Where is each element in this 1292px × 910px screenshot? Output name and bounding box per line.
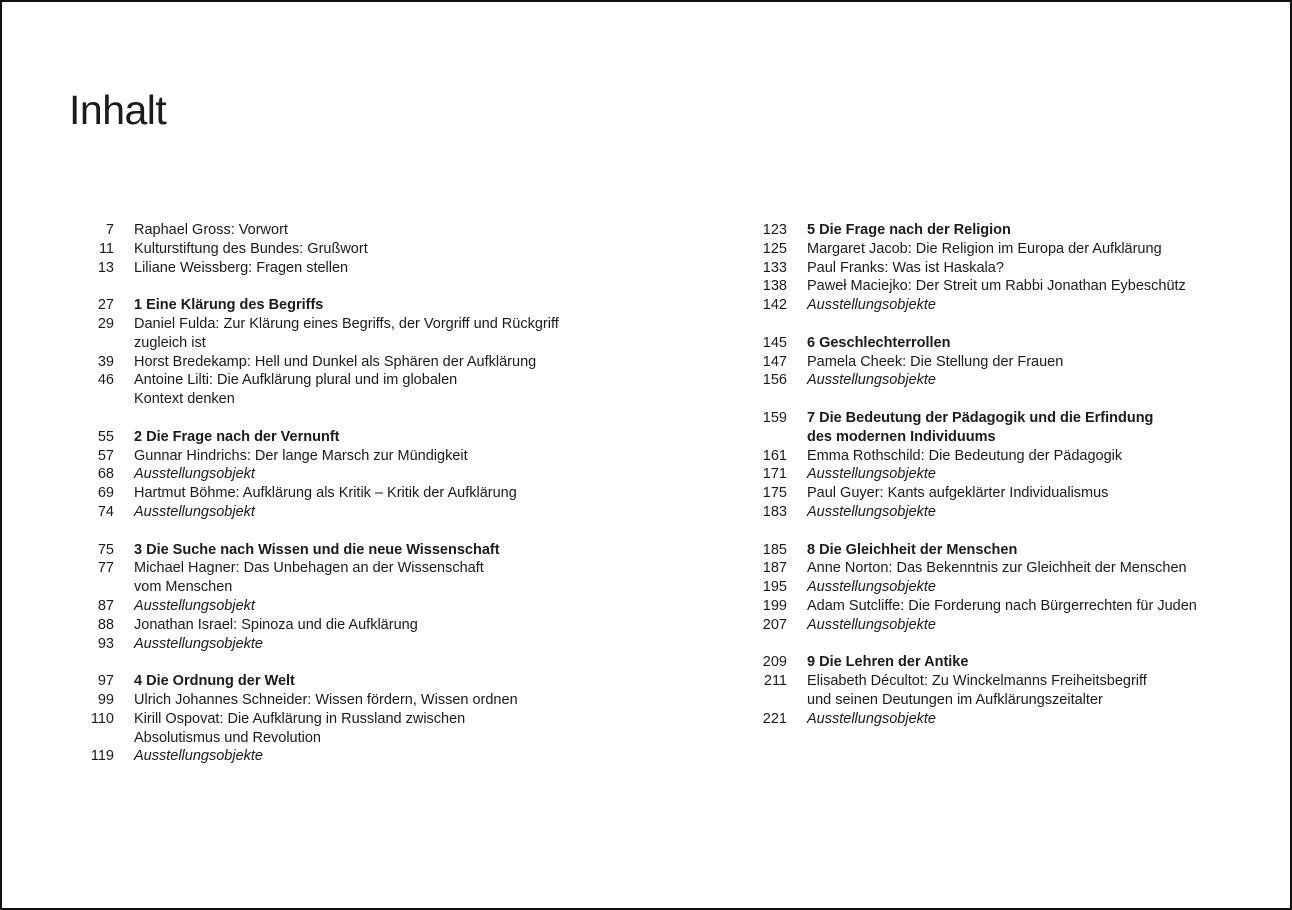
toc-entry-text (807, 240, 1162, 259)
toc-entry-line: Paul Guyer: Kants aufgeklärter Individualismus (807, 485, 1109, 502)
toc-entry-line: Ausstellungsobjekte (134, 635, 263, 652)
toc-entry-line: 1 Eine Klärung des Begriffs (134, 297, 324, 314)
toc-page-number: 77 (97, 560, 114, 577)
toc-page-number: 97 (97, 673, 114, 690)
toc-entry (739, 409, 1249, 447)
toc-entry (739, 653, 1249, 672)
toc-entry (66, 315, 676, 353)
toc-entry (739, 296, 1249, 315)
toc-entry-line: Raphael Gross: Vorwort (134, 222, 288, 238)
toc-entry-text (807, 465, 936, 484)
toc-page-number: 171 (762, 466, 787, 483)
toc-page-number: 74 (97, 503, 114, 520)
toc-entry-text (134, 747, 263, 766)
toc-entry (66, 710, 676, 748)
toc-entry-text (134, 296, 323, 315)
toc-entry-line: Hartmut Böhme: Aufklärung als Kritik – Kritik der Aufklärung (134, 485, 517, 502)
toc-page-number: 138 (762, 278, 787, 295)
toc-page-number: 27 (97, 297, 114, 314)
toc-entry (66, 597, 676, 616)
toc-entry-line: und seinen Deutungen im Aufklärungszeitalter (807, 691, 1103, 708)
toc-entry-text (807, 597, 1197, 616)
toc-page-number: 99 (97, 691, 114, 708)
toc-entry-text (134, 240, 368, 259)
toc-entry (66, 371, 676, 409)
toc-entry (66, 691, 676, 710)
toc-entry (739, 559, 1249, 578)
toc-entry-line: Paul Franks: Was ist Haskala? (807, 259, 1004, 276)
toc-entry-line: Anne Norton: Das Bekenntnis zur Gleichheit der Menschen (807, 560, 1187, 577)
toc-entry-text (807, 277, 1186, 296)
toc-entry (66, 672, 676, 691)
toc-entry-line: Ausstellungsobjekte (807, 372, 936, 389)
toc-page-number: 207 (762, 616, 787, 633)
toc-entry-line: Ausstellungsobjekt (134, 597, 255, 614)
toc-entry-line: Pamela Cheek: Die Stellung der Frauen (807, 353, 1064, 370)
toc-entry-text (134, 503, 255, 522)
toc-page-number: 175 (762, 485, 787, 502)
toc-page-number: 195 (762, 579, 787, 596)
toc-entry-line: 9 Die Lehren der Antike (807, 654, 969, 671)
toc-group (66, 428, 676, 522)
toc-page-number: 93 (97, 635, 114, 652)
toc-entry-line: Liliane Weissberg: Fragen stellen (134, 259, 349, 276)
toc-entry-text (807, 447, 1122, 466)
toc-entry (739, 616, 1249, 635)
toc-entry-line: Kontext denken (134, 391, 235, 408)
toc-page-number: 88 (97, 616, 114, 633)
toc-entry-text (134, 691, 518, 710)
toc-entry-text (807, 409, 1153, 447)
toc-page-number: 125 (762, 240, 787, 257)
toc-entry-line: Kirill Ospovat: Die Aufklärung in Russland zwischen (134, 710, 466, 727)
toc-entry-line: vom Menschen (134, 579, 233, 596)
toc-page-number: 119 (90, 748, 114, 765)
toc-entry (66, 503, 676, 522)
toc-entry-line: zugleich ist (134, 334, 206, 351)
toc-entry-line: 4 Die Ordnung der Welt (134, 673, 295, 690)
toc-group (66, 541, 676, 654)
toc-entry (66, 240, 676, 259)
toc-page-number: 185 (762, 541, 787, 558)
toc-entry-line: Ausstellungsobjekte (807, 616, 936, 633)
toc-entry-line: Ulrich Johannes Schneider: Wissen fördern, Wissen ordnen (134, 691, 518, 708)
toc-entry-line: Ausstellungsobjekte (807, 466, 936, 483)
toc-entry-text (134, 428, 339, 447)
toc-entry-line: Antoine Lilti: Die Aufklärung plural und im globalen (134, 372, 458, 389)
toc-page-number: 142 (762, 297, 787, 314)
toc-entry-text (134, 221, 288, 240)
toc-entry-text (807, 353, 1063, 372)
toc-entry (66, 353, 676, 372)
toc-entry-line: 7 Die Bedeutung der Pädagogik und die Erfindung (807, 409, 1154, 426)
toc-entry (739, 371, 1249, 390)
toc-entry (66, 541, 676, 560)
toc-entry-line: Margaret Jacob: Die Religion im Europa der Aufklärung (807, 240, 1162, 257)
toc-entry-text (134, 672, 295, 691)
toc-entry-line: Ausstellungsobjekte (134, 748, 263, 765)
toc-page-number: 11 (98, 240, 114, 257)
toc-group (66, 221, 676, 277)
toc-page-number: 211 (763, 673, 787, 690)
toc-entry (66, 616, 676, 635)
toc-page-number: 87 (97, 597, 114, 614)
toc-entry-line: Michael Hagner: Das Unbehagen an der Wissenschaft (134, 560, 484, 577)
toc-entry-line: 8 Die Gleichheit der Menschen (807, 541, 1018, 558)
toc-columns (2, 221, 1290, 861)
toc-entry-text (807, 653, 968, 672)
toc-page-number: 69 (97, 485, 114, 502)
toc-page-number: 199 (762, 597, 787, 614)
toc-entry-line: Emma Rothschild: Die Bedeutung der Pädagogik (807, 447, 1123, 464)
toc-entry-text (807, 484, 1108, 503)
toc-group (66, 296, 676, 409)
toc-entry (66, 559, 676, 597)
toc-entry (66, 484, 676, 503)
toc-entry (739, 259, 1249, 278)
toc-entry-text (807, 578, 936, 597)
toc-entry-text (807, 296, 936, 315)
toc-entry (739, 597, 1249, 616)
toc-entry-text (807, 616, 936, 635)
toc-entry (739, 503, 1249, 522)
toc-page-number: 29 (97, 315, 114, 332)
toc-entry (739, 240, 1249, 259)
toc-entry-text (134, 635, 263, 654)
toc-entry-text (134, 710, 465, 748)
toc-entry-line: Ausstellungsobjekt (134, 503, 255, 520)
toc-entry-text (134, 616, 418, 635)
toc-entry-line: Gunnar Hindrichs: Der lange Marsch zur Mündigkeit (134, 447, 468, 464)
toc-entry-line: Ausstellungsobjekte (807, 579, 936, 596)
toc-entry (66, 259, 676, 278)
toc-entry (66, 465, 676, 484)
toc-column (739, 221, 1249, 729)
page-title: Inhalt (69, 87, 167, 133)
toc-page-number: 13 (97, 259, 114, 276)
toc-page-number: 187 (762, 560, 787, 577)
toc-entry-text (807, 503, 936, 522)
toc-entry-text (134, 353, 536, 372)
toc-page-number: 110 (90, 710, 114, 727)
toc-entry-text (134, 447, 468, 466)
toc-entry-text (807, 259, 1004, 278)
toc-entry-text (807, 371, 936, 390)
toc-entry-text (134, 484, 517, 503)
toc-page-number: 156 (762, 372, 787, 389)
toc-entry-line: Elisabeth Décultot: Zu Winckelmanns Freiheitsbegriff (807, 673, 1147, 690)
toc-group (739, 409, 1249, 522)
toc-entry-text (807, 710, 936, 729)
toc-entry-line: Ausstellungsobjekte (807, 503, 936, 520)
toc-entry-text (134, 465, 255, 484)
toc-entry (739, 277, 1249, 296)
toc-entry (739, 221, 1249, 240)
toc-entry-line: Ausstellungsobjekte (807, 710, 936, 727)
toc-page-number: 68 (97, 466, 114, 483)
toc-page-number: 55 (97, 428, 114, 445)
toc-page-number: 183 (762, 503, 787, 520)
toc-page-number: 7 (105, 222, 114, 238)
toc-entry-text (134, 315, 559, 353)
toc-entry-line: 2 Die Frage nach der Vernunft (134, 428, 340, 445)
toc-page-number: 123 (762, 222, 787, 238)
toc-entry (66, 635, 676, 654)
toc-group (739, 541, 1249, 635)
toc-page-number: 46 (97, 372, 114, 389)
toc-page-number: 159 (762, 409, 787, 426)
toc-entry-line: Kulturstiftung des Bundes: Grußwort (134, 240, 368, 257)
toc-page-number: 133 (762, 259, 787, 276)
toc-entry-line: Jonathan Israel: Spinoza und die Aufklärung (134, 616, 418, 633)
toc-entry-line: Adam Sutcliffe: Die Forderung nach Bürgerrechten für Juden (807, 597, 1197, 614)
toc-page-number: 147 (762, 353, 787, 370)
toc-page-number: 221 (762, 710, 787, 727)
toc-entry-text (134, 559, 484, 597)
toc-entry-line: Horst Bredekamp: Hell und Dunkel als Sphären der Aufklärung (134, 353, 537, 370)
toc-entry (66, 296, 676, 315)
toc-entry (66, 747, 676, 766)
toc-entry-line: Ausstellungsobjekte (807, 297, 936, 314)
toc-entry-text (134, 541, 500, 560)
toc-group (739, 334, 1249, 390)
toc-entry (739, 541, 1249, 560)
toc-entry-text (134, 259, 348, 278)
toc-entry-text (807, 221, 1011, 240)
toc-page-number: 209 (762, 654, 787, 671)
toc-entry (739, 710, 1249, 729)
toc-group (66, 672, 676, 766)
toc-entry-line: 6 Geschlechterrollen (807, 334, 951, 351)
toc-entry-line: Paweł Maciejko: Der Streit um Rabbi Jonathan Eybeschütz (807, 278, 1186, 295)
toc-page-number: 39 (97, 353, 114, 370)
toc-group (739, 221, 1249, 315)
toc-entry (66, 221, 676, 240)
toc-page-number: 145 (762, 334, 787, 351)
toc-entry-line: 3 Die Suche nach Wissen und die neue Wissenschaft (134, 541, 500, 558)
toc-entry-text (134, 597, 255, 616)
toc-entry (739, 334, 1249, 353)
toc-entry-line: des modernen Individuums (807, 428, 996, 445)
toc-entry (739, 465, 1249, 484)
toc-entry (739, 672, 1249, 710)
toc-entry (739, 353, 1249, 372)
toc-entry-line: 5 Die Frage nach der Religion (807, 222, 1011, 238)
toc-entry-text (134, 371, 457, 409)
toc-entry-text (807, 334, 950, 353)
toc-entry-text (807, 672, 1147, 710)
toc-entry (66, 447, 676, 466)
toc-entry (66, 428, 676, 447)
toc-entry-line: Absolutismus und Revolution (134, 729, 321, 746)
toc-entry-text (807, 559, 1187, 578)
toc-column (66, 221, 676, 766)
toc-group (739, 653, 1249, 728)
toc-page-number: 57 (97, 447, 114, 464)
toc-entry (739, 484, 1249, 503)
toc-entry-text (807, 541, 1017, 560)
toc-entry (739, 447, 1249, 466)
toc-entry-line: Ausstellungsobjekt (134, 466, 255, 483)
toc-page-number: 161 (762, 447, 787, 464)
toc-page-number: 75 (97, 541, 114, 558)
toc-entry-line: Daniel Fulda: Zur Klärung eines Begriffs, der Vorgriff und Rückgriff (134, 315, 559, 332)
toc-entry (739, 578, 1249, 597)
